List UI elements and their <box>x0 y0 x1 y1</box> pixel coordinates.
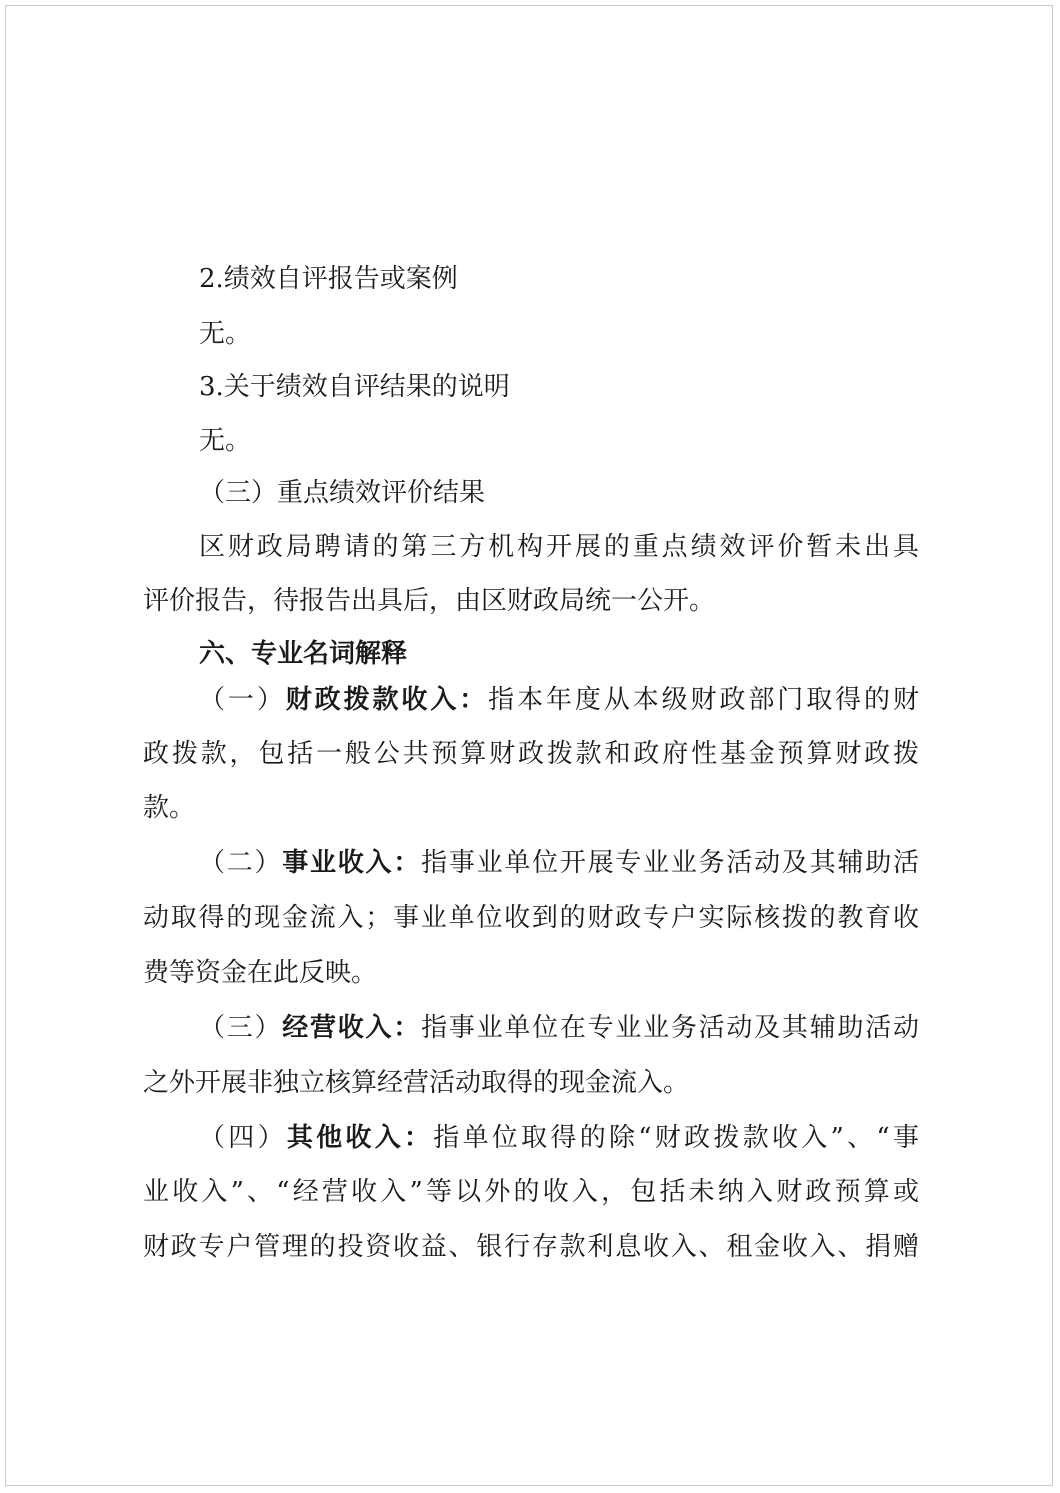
term1-label: 财政拨款收入： <box>285 685 489 715</box>
term2-def-start: 指事业单位开展专业业务活动及其辅助活 <box>421 848 919 878</box>
term2-line1 <box>199 846 919 880</box>
item2-body: 无。 <box>199 319 252 349</box>
term3-line2: 之外开展非独立核算经营活动取得的现金流入。 <box>143 1068 690 1098</box>
term1-prefix: （一） <box>199 685 286 715</box>
term2-label: 事业收入： <box>282 848 422 878</box>
sub3-body-line1: 区财政局聘请的第三方机构开展的重点绩效评价暂未出具 <box>199 532 919 562</box>
term1-line2: 政拨款，包括一般公共预算财政拨款和政府性基金预算财政拨 <box>143 739 919 769</box>
term4-label: 其他收入： <box>286 1123 434 1153</box>
term4-line1 <box>199 1121 919 1155</box>
item3-heading: 3.关于绩效自评结果的说明 <box>199 372 510 402</box>
section6-heading: 六、专业名词解释 <box>199 639 408 669</box>
term1-def-start: 指本年度从本级财政部门取得的财 <box>488 685 919 715</box>
term3-def-start: 指事业单位在专业业务活动及其辅助活动 <box>421 1013 919 1043</box>
term3-prefix: （三） <box>199 1013 283 1043</box>
sub3-body-line2: 评价报告，待报告出具后，由区财政局统一公开。 <box>143 586 716 616</box>
term1-line3: 款。 <box>143 793 196 823</box>
term3-label: 经营收入： <box>282 1013 422 1043</box>
term4-line3: 财政专户管理的投资收益、银行存款利息收入、租金收入、捐赠 <box>143 1232 919 1262</box>
term2-prefix: （二） <box>199 848 283 878</box>
term4-def-start: 指单位取得的除“财政拨款收入”、“事 <box>433 1123 919 1153</box>
term4-prefix: （四） <box>199 1123 287 1153</box>
item3-body: 无。 <box>199 426 252 456</box>
term2-line3: 费等资金在此反映。 <box>143 958 378 988</box>
term2-line2: 动取得的现金流入；事业单位收到的财政专户实际核拨的教育收 <box>143 903 919 933</box>
term4-line2: 业收入”、“经营收入”等以外的收入，包括未纳入财政预算或 <box>143 1177 919 1207</box>
item2-heading: 2.绩效自评报告或案例 <box>199 264 458 294</box>
document-page <box>5 5 1053 1486</box>
sub3-heading: （三）重点绩效评价结果 <box>199 478 486 508</box>
term1-line1 <box>199 683 919 717</box>
term3-line1 <box>199 1011 919 1045</box>
